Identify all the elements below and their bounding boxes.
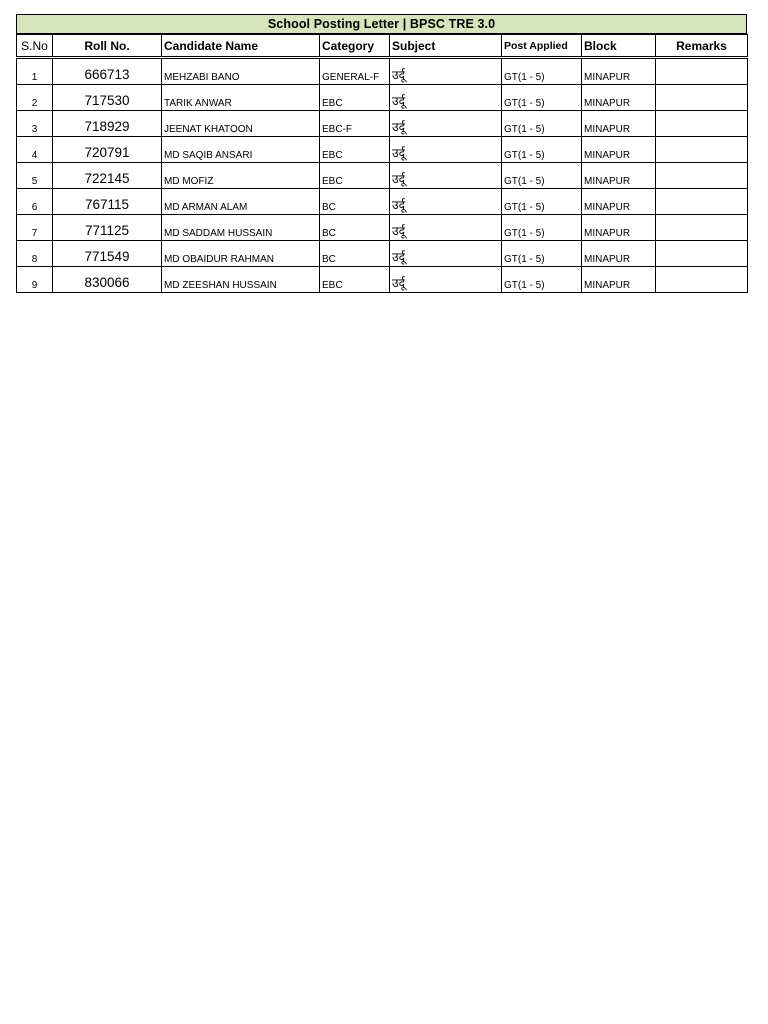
cell-post: GT(1 - 5) — [502, 189, 582, 215]
cell-subject: उर्दू — [390, 163, 502, 189]
cell-subject: उर्दू — [390, 137, 502, 163]
col-header-remarks: Remarks — [656, 35, 748, 57]
cell-block: MINAPUR — [582, 111, 656, 137]
cell-name: MD MOFIZ — [162, 163, 320, 189]
cell-post: GT(1 - 5) — [502, 215, 582, 241]
cell-roll: 718929 — [53, 111, 162, 137]
cell-roll: 771549 — [53, 241, 162, 267]
table-row — [17, 163, 748, 189]
cell-remarks — [656, 189, 748, 215]
cell-remarks — [656, 85, 748, 111]
cell-category: EBC — [320, 163, 390, 189]
posting-sheet — [16, 14, 747, 293]
table-row — [17, 241, 748, 267]
cell-category: EBC-F — [320, 111, 390, 137]
cell-block: MINAPUR — [582, 163, 656, 189]
cell-subject: उर्दू — [390, 85, 502, 111]
cell-name: MD SADDAM HUSSAIN — [162, 215, 320, 241]
table-row — [17, 59, 748, 85]
cell-remarks — [656, 215, 748, 241]
table-row — [17, 85, 748, 111]
table-row — [17, 215, 748, 241]
cell-remarks — [656, 267, 748, 293]
cell-roll: 720791 — [53, 137, 162, 163]
cell-category: BC — [320, 189, 390, 215]
cell-sno: 6 — [17, 189, 53, 215]
cell-subject: उर्दू — [390, 189, 502, 215]
cell-remarks — [656, 59, 748, 85]
table-row — [17, 267, 748, 293]
table-row — [17, 189, 748, 215]
cell-name: JEENAT KHATOON — [162, 111, 320, 137]
header-row — [17, 35, 748, 57]
cell-block: MINAPUR — [582, 241, 656, 267]
col-header-name: Candidate Name — [162, 35, 320, 57]
cell-name: MD OBAIDUR RAHMAN — [162, 241, 320, 267]
cell-remarks — [656, 163, 748, 189]
cell-subject: उर्दू — [390, 267, 502, 293]
col-header-sno: S.No — [17, 35, 53, 57]
cell-subject: उर्दू — [390, 111, 502, 137]
cell-sno: 1 — [17, 59, 53, 85]
cell-sno: 5 — [17, 163, 53, 189]
col-header-roll: Roll No. — [53, 35, 162, 57]
table-row — [17, 137, 748, 163]
cell-name: TARIK ANWAR — [162, 85, 320, 111]
cell-block: MINAPUR — [582, 215, 656, 241]
cell-subject: उर्दू — [390, 59, 502, 85]
cell-roll: 830066 — [53, 267, 162, 293]
cell-sno: 3 — [17, 111, 53, 137]
candidate-table — [16, 34, 748, 293]
cell-category: EBC — [320, 267, 390, 293]
cell-category: BC — [320, 241, 390, 267]
cell-sno: 2 — [17, 85, 53, 111]
cell-category: GENERAL-F — [320, 59, 390, 85]
cell-category: EBC — [320, 137, 390, 163]
cell-name: MD SAQIB ANSARI — [162, 137, 320, 163]
cell-remarks — [656, 137, 748, 163]
cell-sno: 9 — [17, 267, 53, 293]
cell-category: BC — [320, 215, 390, 241]
cell-name: MD ARMAN ALAM — [162, 189, 320, 215]
cell-post: GT(1 - 5) — [502, 163, 582, 189]
col-header-category: Category — [320, 35, 390, 57]
col-header-block: Block — [582, 35, 656, 57]
cell-name: MD ZEESHAN HUSSAIN — [162, 267, 320, 293]
cell-subject: उर्दू — [390, 241, 502, 267]
cell-category: EBC — [320, 85, 390, 111]
table-body — [17, 59, 748, 293]
cell-roll: 666713 — [53, 59, 162, 85]
cell-block: MINAPUR — [582, 189, 656, 215]
cell-remarks — [656, 111, 748, 137]
cell-block: MINAPUR — [582, 267, 656, 293]
cell-subject: उर्दू — [390, 215, 502, 241]
cell-name: MEHZABI BANO — [162, 59, 320, 85]
col-header-subject: Subject — [390, 35, 502, 57]
cell-block: MINAPUR — [582, 59, 656, 85]
cell-post: GT(1 - 5) — [502, 241, 582, 267]
cell-block: MINAPUR — [582, 137, 656, 163]
cell-sno: 7 — [17, 215, 53, 241]
cell-roll: 722145 — [53, 163, 162, 189]
sheet-title: School Posting Letter | BPSC TRE 3.0 — [16, 14, 747, 34]
cell-remarks — [656, 241, 748, 267]
col-header-post: Post Applied — [502, 35, 582, 57]
cell-post: GT(1 - 5) — [502, 137, 582, 163]
table-row — [17, 111, 748, 137]
cell-post: GT(1 - 5) — [502, 111, 582, 137]
cell-post: GT(1 - 5) — [502, 267, 582, 293]
cell-post: GT(1 - 5) — [502, 59, 582, 85]
cell-block: MINAPUR — [582, 85, 656, 111]
cell-roll: 767115 — [53, 189, 162, 215]
cell-roll: 717530 — [53, 85, 162, 111]
cell-sno: 8 — [17, 241, 53, 267]
cell-post: GT(1 - 5) — [502, 85, 582, 111]
cell-roll: 771125 — [53, 215, 162, 241]
cell-sno: 4 — [17, 137, 53, 163]
